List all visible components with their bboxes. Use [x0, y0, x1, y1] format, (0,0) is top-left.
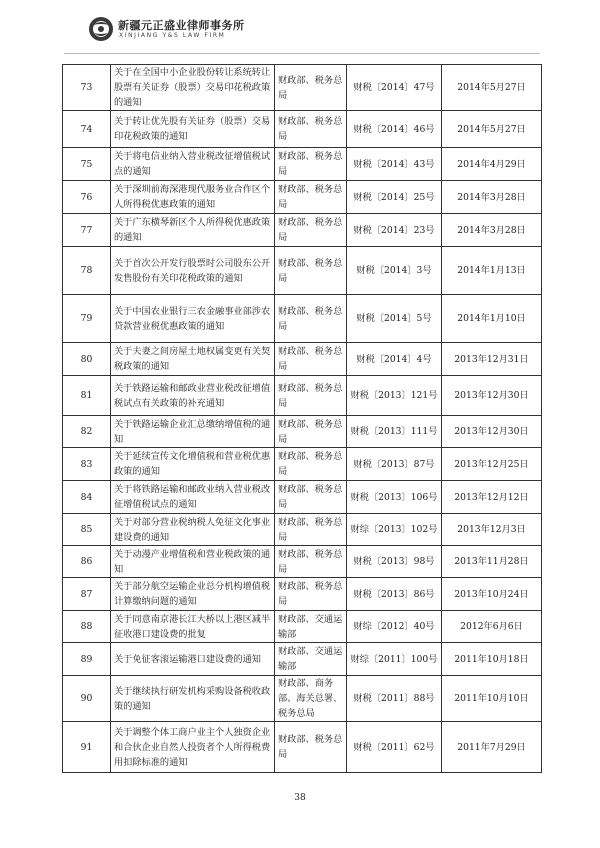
table-cell-date: 2014年4月29日 — [442, 148, 542, 181]
table-cell-issuer: 财政部、税务总局 — [275, 181, 347, 214]
table-row — [63, 111, 542, 148]
table-cell-date: 2013年12月25日 — [442, 448, 542, 481]
table-row — [63, 546, 542, 578]
table-cell-number: 73 — [63, 65, 111, 111]
table-cell-doc-number: 财税〔2014〕4号 — [347, 343, 442, 376]
table-cell-doc-number: 财综〔2012〕40号 — [347, 611, 442, 643]
table-cell-date: 2014年1月10日 — [442, 295, 542, 343]
table-row — [63, 722, 542, 773]
table-cell-date: 2014年1月13日 — [442, 247, 542, 295]
table-cell-number: 81 — [63, 376, 111, 416]
table-cell-date: 2011年7月29日 — [442, 722, 542, 773]
header-divider — [64, 53, 540, 54]
table-cell-doc-number: 财税〔2013〕98号 — [347, 546, 442, 578]
table-cell-number: 80 — [63, 343, 111, 376]
table-cell-number: 88 — [63, 611, 111, 643]
firm-name-en: XINJIANG Y&S LAW FIRM — [119, 32, 226, 39]
table-cell-number: 91 — [63, 722, 111, 773]
table-cell-number: 85 — [63, 514, 111, 546]
table-cell-doc-number: 财税〔2014〕5号 — [347, 295, 442, 343]
table-cell-issuer: 财政部、交通运输部 — [275, 643, 347, 676]
firm-logo-icon — [88, 16, 114, 42]
table-cell-issuer: 财政部、税务总局 — [275, 214, 347, 247]
table-row — [63, 148, 542, 181]
table-cell-date: 2013年10月24日 — [442, 578, 542, 611]
table-row — [63, 214, 542, 247]
table-cell-issuer: 财政部、税务总局 — [275, 295, 347, 343]
table-cell-number: 87 — [63, 578, 111, 611]
table-row — [63, 295, 542, 343]
table-cell-number: 75 — [63, 148, 111, 181]
table-cell-number: 77 — [63, 214, 111, 247]
table-cell-issuer: 财政部、税务总局 — [275, 546, 347, 578]
table-cell-doc-number: 财综〔2011〕100号 — [347, 643, 442, 676]
table-cell-date: 2014年3月28日 — [442, 181, 542, 214]
table-row — [63, 247, 542, 295]
table-cell-doc-number: 财税〔2014〕43号 — [347, 148, 442, 181]
table-cell-issuer: 财政部、税务总局 — [275, 481, 347, 514]
table-cell-issuer: 财政部、税务总局 — [275, 578, 347, 611]
table-row — [63, 65, 542, 111]
table-cell-title: 关于同意南京港长江大桥以上港区减半征收港口建设费的批复 — [111, 611, 275, 643]
table-cell-doc-number: 财税〔2013〕87号 — [347, 448, 442, 481]
table-cell-date: 2011年10月10日 — [442, 676, 542, 722]
table-row — [63, 343, 542, 376]
table-cell-title: 关于继续执行研发机构采购设备税收政策的通知 — [111, 676, 275, 722]
table-cell-number: 89 — [63, 643, 111, 676]
table-cell-title: 关于在全国中小企业股份转让系统转让股票有关证券（股票）交易印花税政策的通知 — [111, 65, 275, 111]
table-row — [63, 676, 542, 722]
table-cell-title: 关于夫妻之间房屋土地权属变更有关契税政策的通知 — [111, 343, 275, 376]
page-number: 38 — [294, 793, 306, 803]
table-cell-title: 关于深圳前海深港现代服务业合作区个人所得税优惠政策的通知 — [111, 181, 275, 214]
table-row — [63, 376, 542, 416]
table-cell-issuer: 财政部、税务总局 — [275, 416, 347, 448]
regulations-table-body — [63, 65, 542, 773]
table-cell-title: 关于免征客滚运输港口建设费的通知 — [111, 643, 275, 676]
table-cell-date: 2012年6月6日 — [442, 611, 542, 643]
table-cell-date: 2014年5月27日 — [442, 65, 542, 111]
table-cell-issuer: 财政部、税务总局 — [275, 111, 347, 148]
table-cell-doc-number: 财税〔2014〕23号 — [347, 214, 442, 247]
regulations-table — [62, 64, 542, 773]
table-cell-number: 76 — [63, 181, 111, 214]
table-cell-title: 关于部分航空运输企业总分机构增值税计算缴纳问题的通知 — [111, 578, 275, 611]
table-cell-date: 2014年5月27日 — [442, 111, 542, 148]
table-cell-title: 关于将电信业纳入营业税改征增值税试点的通知 — [111, 148, 275, 181]
table-cell-title: 关于对部分营业税纳税人免征文化事业建设费的通知 — [111, 514, 275, 546]
table-cell-title: 关于广东横琴新区个人所得税优惠政策的通知 — [111, 214, 275, 247]
table-cell-date: 2013年12月30日 — [442, 416, 542, 448]
table-cell-doc-number: 财税〔2013〕121号 — [347, 376, 442, 416]
table-cell-date: 2014年3月28日 — [442, 214, 542, 247]
table-row — [63, 416, 542, 448]
table-cell-doc-number: 财税〔2013〕106号 — [347, 481, 442, 514]
table-row — [63, 481, 542, 514]
table-row — [63, 643, 542, 676]
table-cell-doc-number: 财税〔2011〕62号 — [347, 722, 442, 773]
table-cell-issuer: 财政部、税务总局 — [275, 448, 347, 481]
table-row — [63, 578, 542, 611]
table-cell-title: 关于中国农业银行三农金融事业部涉农贷款营业税优惠政策的通知 — [111, 295, 275, 343]
table-cell-date: 2013年12月31日 — [442, 343, 542, 376]
table-cell-doc-number: 财税〔2013〕86号 — [347, 578, 442, 611]
table-cell-title: 关于铁路运输企业汇总缴纳增值税的通知 — [111, 416, 275, 448]
table-cell-issuer: 财政部、税务总局 — [275, 247, 347, 295]
table-cell-date: 2013年12月30日 — [442, 376, 542, 416]
table-row — [63, 448, 542, 481]
table-cell-number: 78 — [63, 247, 111, 295]
table-cell-issuer: 财政部、商务部、海关总署、税务总局 — [275, 676, 347, 722]
table-cell-doc-number: 财综〔2013〕102号 — [347, 514, 442, 546]
table-cell-title: 关于转让优先股有关证券（股票）交易印花税政策的通知 — [111, 111, 275, 148]
table-cell-issuer: 财政部、税务总局 — [275, 376, 347, 416]
table-cell-title: 关于将铁路运输和邮政业纳入营业税改征增值税试点的通知 — [111, 481, 275, 514]
table-row — [63, 611, 542, 643]
table-cell-title: 关于调整个体工商户业主个人独资企业和合伙企业自然人投资者个人所得税费用扣除标准的通知 — [111, 722, 275, 773]
table-cell-date: 2011年10月18日 — [442, 643, 542, 676]
table-cell-title: 关于延续宣传文化增值税和营业税优惠政策的通知 — [111, 448, 275, 481]
table-cell-issuer: 财政部、交通运输部 — [275, 611, 347, 643]
table-cell-number: 84 — [63, 481, 111, 514]
table-cell-doc-number: 财税〔2014〕46号 — [347, 111, 442, 148]
table-cell-number: 86 — [63, 546, 111, 578]
table-cell-date: 2013年12月12日 — [442, 481, 542, 514]
table-cell-title: 关于铁路运输和邮政业营业税改征增值税试点有关政策的补充通知 — [111, 376, 275, 416]
table-cell-issuer: 财政部、税务总局 — [275, 148, 347, 181]
table-cell-doc-number: 财税〔2011〕88号 — [347, 676, 442, 722]
table-cell-doc-number: 财税〔2013〕111号 — [347, 416, 442, 448]
table-cell-number: 82 — [63, 416, 111, 448]
table-cell-doc-number: 财税〔2014〕3号 — [347, 247, 442, 295]
table-cell-number: 90 — [63, 676, 111, 722]
table-cell-doc-number: 财税〔2014〕47号 — [347, 65, 442, 111]
table-cell-title: 关于动漫产业增值税和营业税政策的通知 — [111, 546, 275, 578]
firm-name-cn: 新疆元正盛业律师事务所 — [118, 19, 245, 32]
table-cell-date: 2013年12月3日 — [442, 514, 542, 546]
table-cell-number: 74 — [63, 111, 111, 148]
table-cell-issuer: 财政部、税务总局 — [275, 514, 347, 546]
table-cell-number: 83 — [63, 448, 111, 481]
table-cell-doc-number: 财税〔2014〕25号 — [347, 181, 442, 214]
table-cell-title: 关于首次公开发行股票时公司股东公开发售股份有关印花税政策的通知 — [111, 247, 275, 295]
table-cell-issuer: 财政部、税务总局 — [275, 343, 347, 376]
table-cell-number: 79 — [63, 295, 111, 343]
table-row — [63, 181, 542, 214]
table-cell-issuer: 财政部、税务总局 — [275, 65, 347, 111]
table-row — [63, 514, 542, 546]
table-cell-date: 2013年11月28日 — [442, 546, 542, 578]
table-cell-issuer: 财政部、税务总局 — [275, 722, 347, 773]
